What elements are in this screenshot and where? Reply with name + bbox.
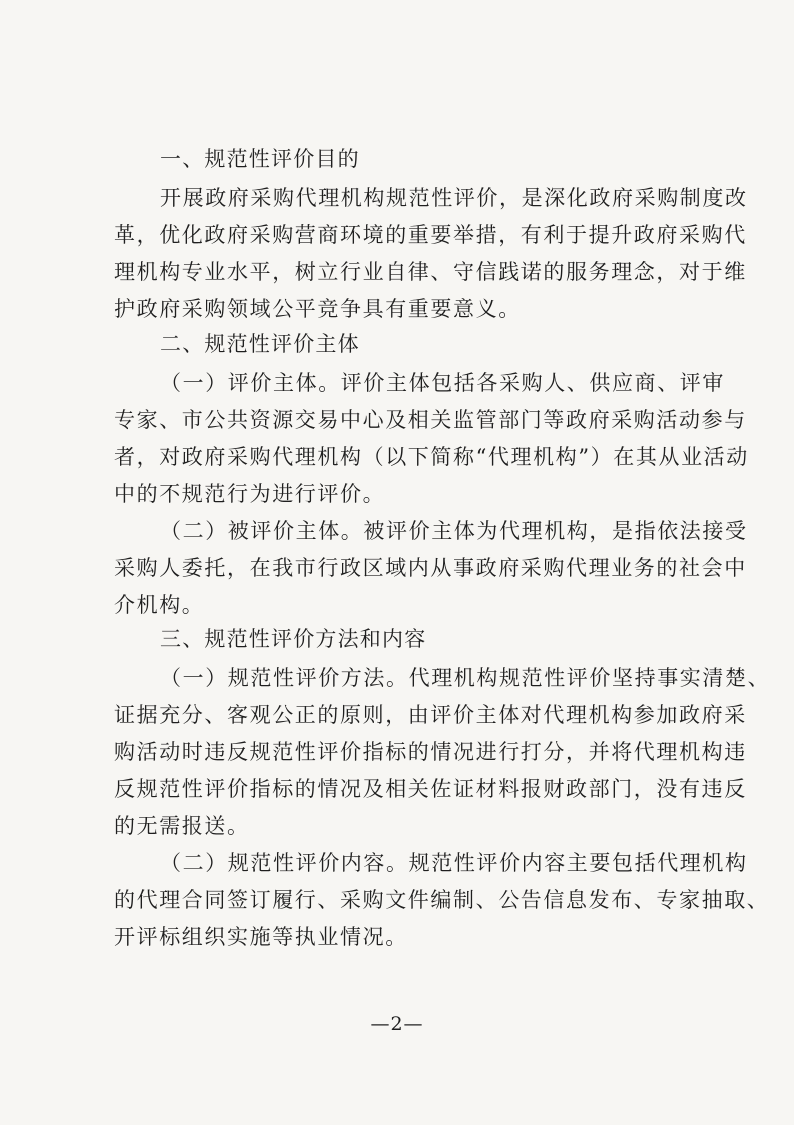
- paragraph-line: 购活动时违反规范性评价指标的情况进行打分，并将代理机构违: [114, 740, 747, 764]
- paragraph-line: 采购人委托，在我市行政区域内从事政府采购代理业务的社会中: [114, 556, 747, 580]
- section-1-heading: 一、规范性评价目的: [160, 147, 360, 171]
- paragraph-line: 介机构。: [114, 593, 205, 617]
- paragraph-line: 的无需报送。: [114, 814, 250, 838]
- paragraph-line: （二）被评价主体。被评价主体为代理机构，是指依法接受: [160, 519, 748, 543]
- paragraph-line: 革，优化政府采购营商环境的重要举措，有利于提升政府采购代: [114, 223, 747, 247]
- paragraph-line: （一）评价主体。评价主体包括各采购人、供应商、评审: [160, 371, 725, 395]
- paragraph-line: 反规范性评价指标的情况及相关佐证材料报财政部门，没有违反: [114, 777, 747, 801]
- paragraph-line: 者，对政府采购代理机构（以下简称“代理机构”）在其从业活动: [114, 445, 749, 469]
- section-2-heading: 二、规范性评价主体: [160, 332, 360, 356]
- page-number: —2—: [370, 1013, 424, 1035]
- paragraph-line: 护政府采购领域公平竞争具有重要意义。: [114, 297, 521, 321]
- paragraph-line: 专家、市公共资源交易中心及相关监管部门等政府采购活动参与: [114, 408, 747, 432]
- section-3-heading: 三、规范性评价方法和内容: [160, 627, 427, 651]
- paragraph-line: 证据充分、客观公正的原则，由评价主体对代理机构参加政府采: [114, 703, 747, 727]
- paragraph-line: （二）规范性评价内容。规范性评价内容主要包括代理机构: [160, 851, 748, 875]
- paragraph-line: 理机构专业水平，树立行业自律、守信践诺的服务理念，对于维: [114, 260, 747, 284]
- paragraph-line: （一）规范性评价方法。代理机构规范性评价坚持事实清楚、: [160, 666, 771, 690]
- paragraph-line: 开展政府采购代理机构规范性评价，是深化政府采购制度改: [160, 186, 748, 210]
- paragraph-line: 中的不规范行为进行评价。: [114, 482, 386, 506]
- paragraph-line: 的代理合同签订履行、采购文件编制、公告信息发布、专家抽取、: [114, 888, 770, 912]
- paragraph-line: 开评标组织实施等执业情况。: [114, 925, 408, 949]
